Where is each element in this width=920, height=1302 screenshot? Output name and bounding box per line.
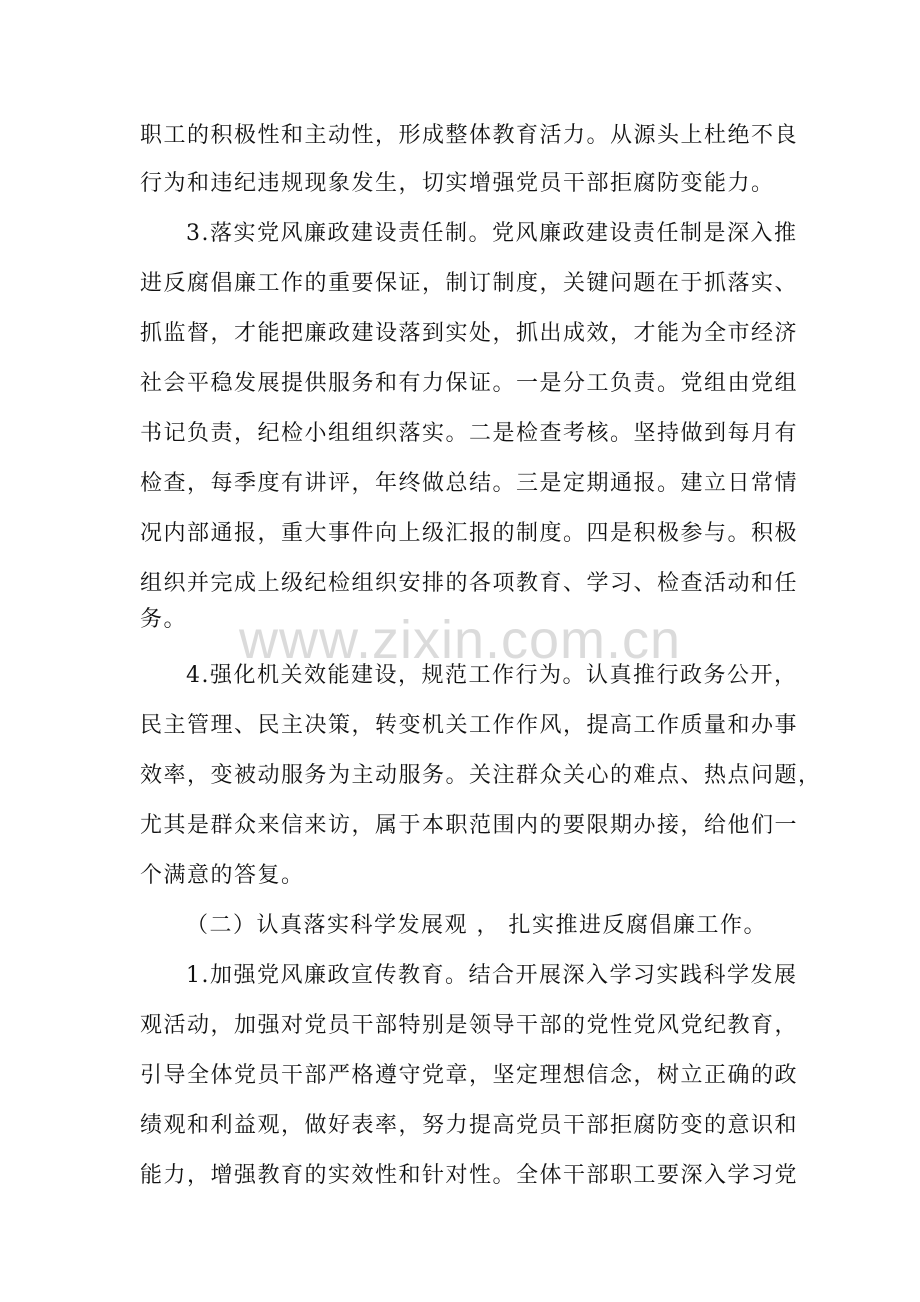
paragraph-line: 观活动，加强对党员干部特别是领导干部的党性党风党纪教育， — [140, 1013, 799, 1038]
paragraph-line: 抓监督，才能把廉政建设落到实处，抓出成效，才能为全市经济 — [140, 321, 799, 346]
watermark-text: www.zixin.com.cn — [238, 610, 682, 670]
paragraph-line: 组织并完成上级纪检组织安排的各项教育、学习、检查活动和任 — [140, 571, 799, 596]
paragraph-line: 民主管理、民主决策，转变机关工作作风，提高工作质量和办事 — [140, 713, 799, 738]
paragraph-line: 个满意的答复。 — [140, 863, 305, 888]
paragraph-line: 效率，变被动服务为主动服务。关注群众关心的难点、热点问题， — [140, 763, 822, 788]
paragraph-line: 引导全体党员干部严格遵守党章，坚定理想信念，树立正确的政 — [140, 1063, 799, 1088]
paragraph-line: 书记负责，纪检小组组织落实。二是检查考核。坚持做到每月有 — [140, 421, 799, 446]
paragraph-line: 况内部通报，重大事件向上级汇报的制度。四是积极参与。积极 — [140, 521, 799, 546]
paragraph-line: 尤其是群众来信来访，属于本职范围内的要限期办接，给他们一 — [140, 813, 799, 838]
paragraph-line: 进反腐倡廉工作的重要保证，制订制度，关键问题在于抓落实、 — [140, 271, 799, 296]
paragraph-line: 检查，每季度有讲评，年终做总结。三是定期通报。建立日常情 — [140, 471, 799, 496]
paragraph-line: 职工的积极性和主动性，形成整体教育活力。从源头上杜绝不良 — [140, 123, 799, 148]
section-heading: （二）认真落实科学发展观 ， 扎实推进反腐倡廉工作。 — [186, 913, 767, 938]
paragraph-line: 行为和违纪违规现象发生，切实增强党员干部拒腐防变能力。 — [140, 171, 775, 196]
paragraph-line: 3.落实党风廉政建设责任制。党风廉政建设责任制是深入推 — [186, 221, 798, 246]
paragraph-line: 1.加强党风廉政宣传教育。结合开展深入学习实践科学发展 — [186, 963, 798, 988]
paragraph-line: 4.强化机关效能建设，规范工作行为。认真推行政务公开， — [186, 663, 798, 688]
paragraph-line: 能力，增强教育的实效性和针对性。全体干部职工要深入学习党 — [140, 1163, 799, 1188]
paragraph-line: 务。 — [140, 607, 188, 632]
paragraph-line: 社会平稳发展提供服务和有力保证。一是分工负责。党组由党组 — [140, 371, 799, 396]
paragraph-line: 绩观和利益观，做好表率，努力提高党员干部拒腐防变的意识和 — [140, 1113, 799, 1138]
